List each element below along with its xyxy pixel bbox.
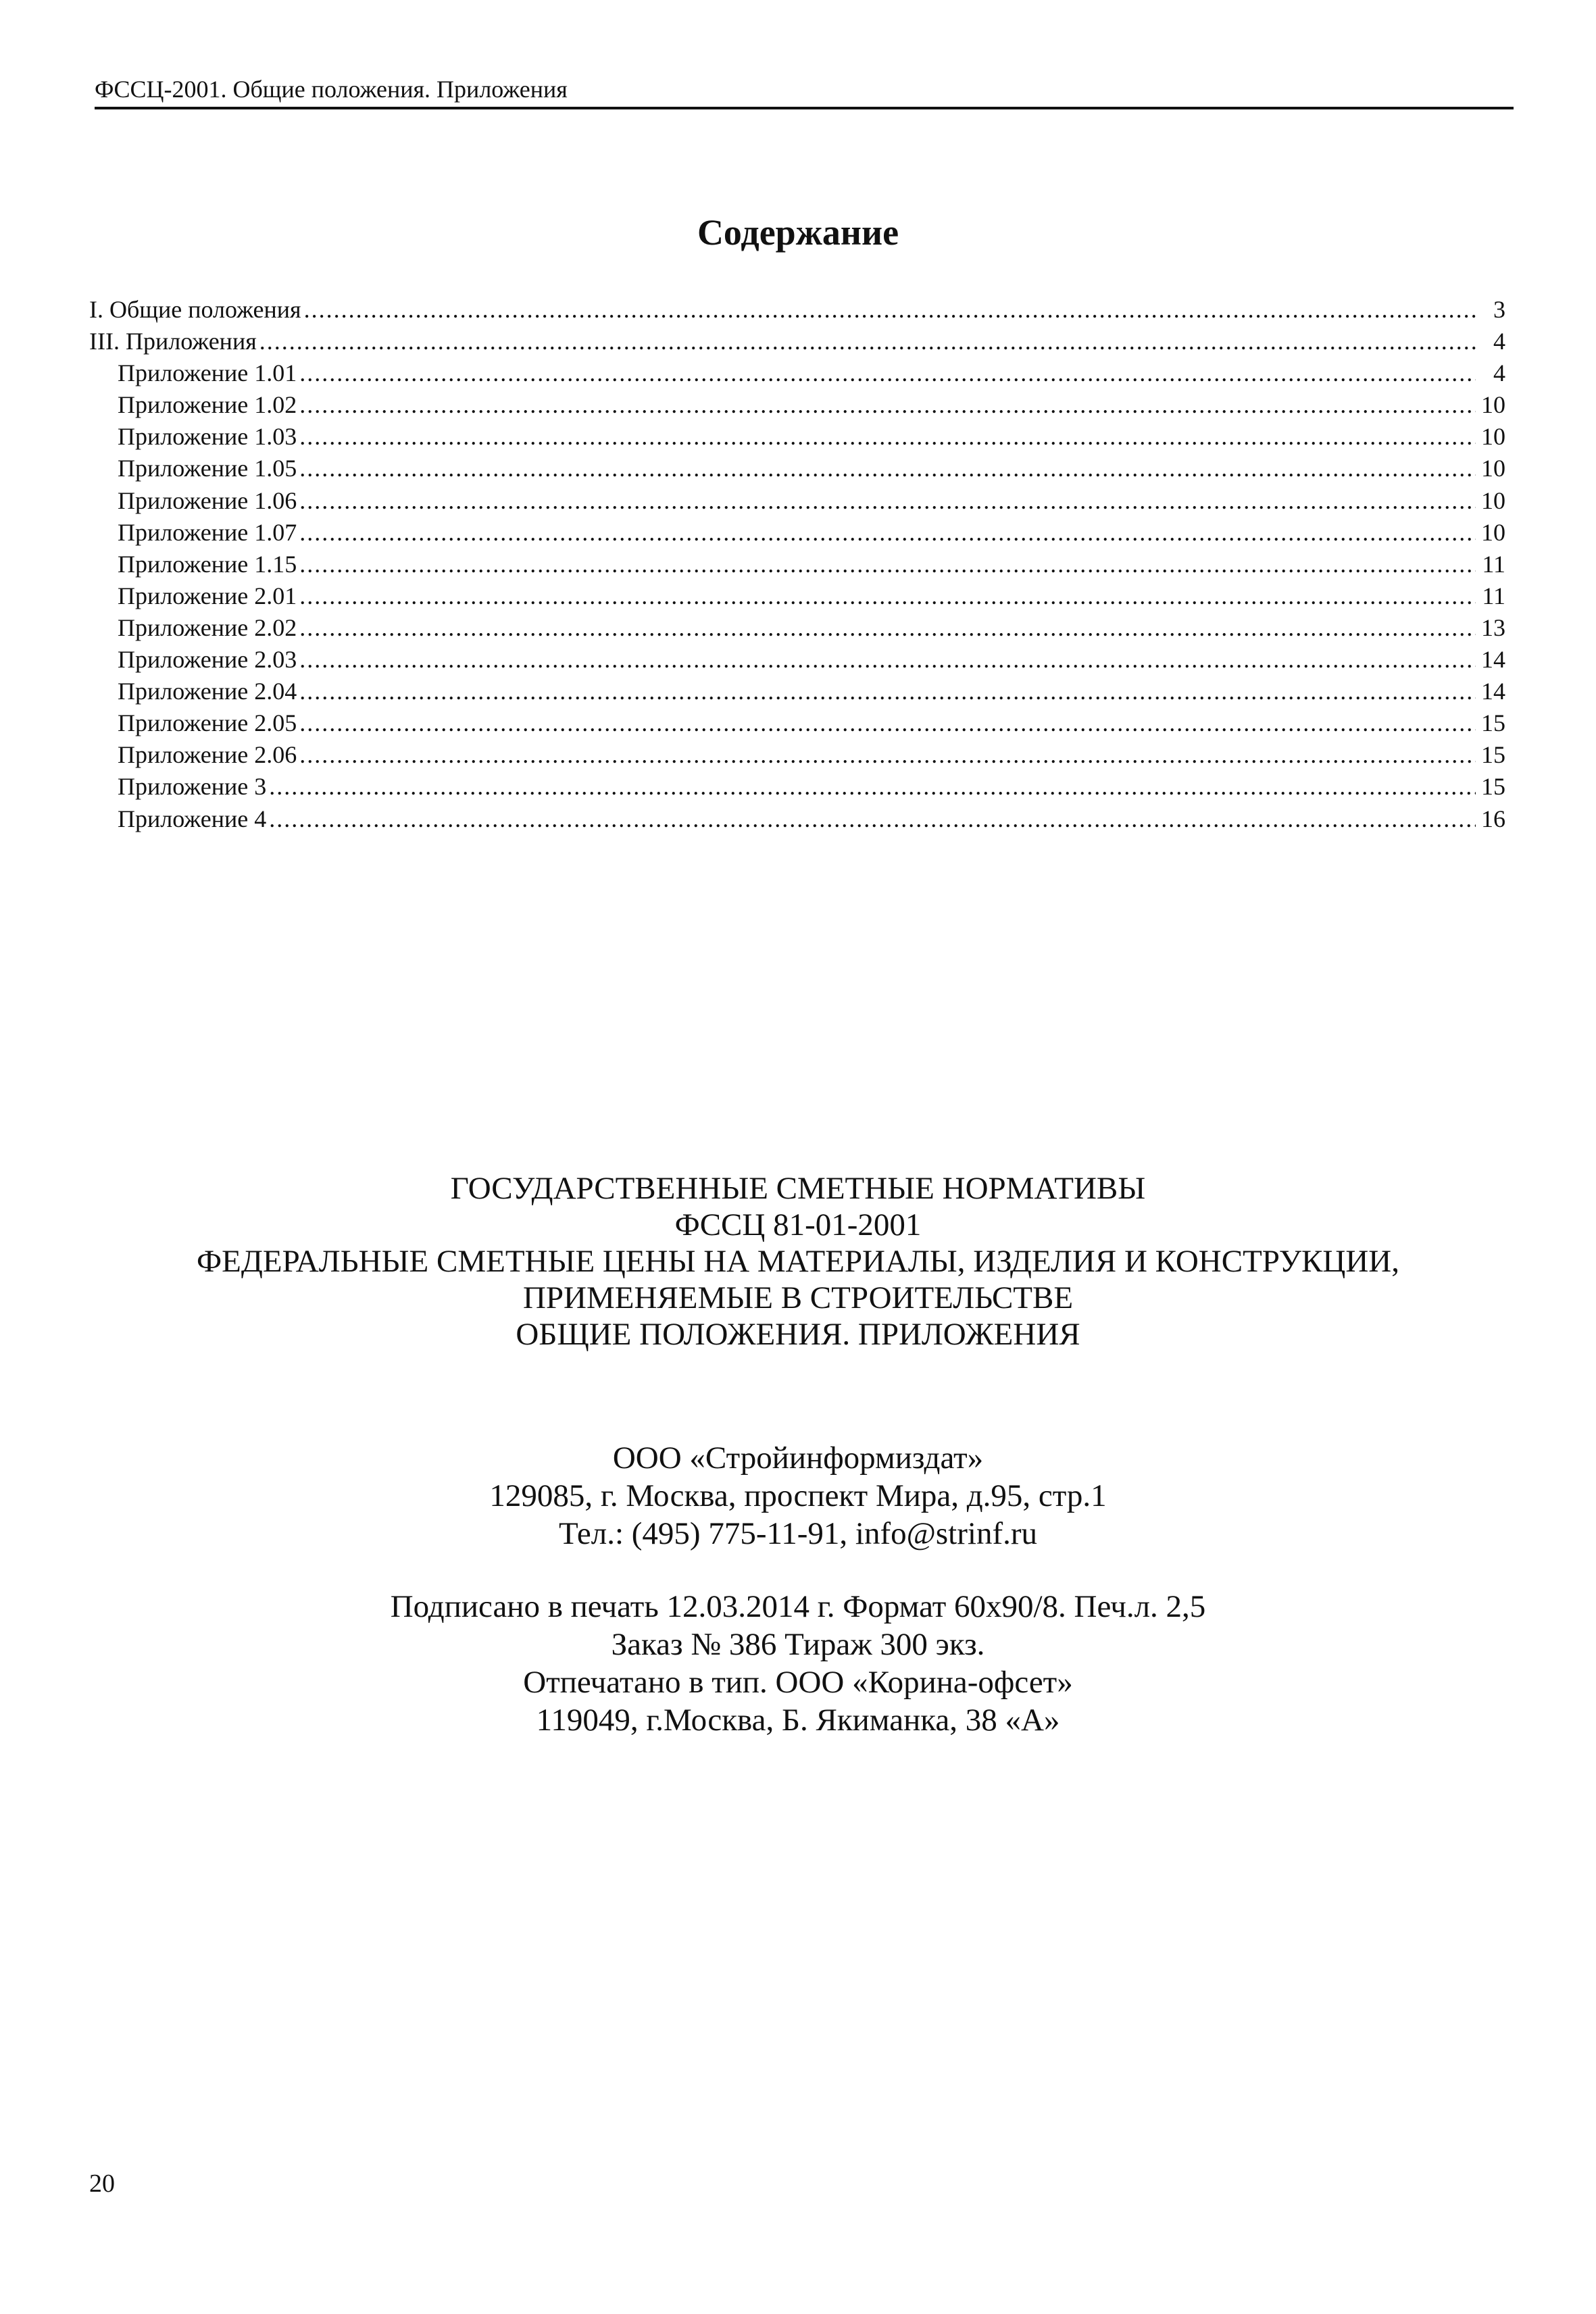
- toc-entry[interactable]: [89, 294, 1505, 326]
- toc-entry-label: I. Общие положения: [89, 296, 301, 323]
- toc-entry-label: Приложение 2.02: [118, 613, 297, 641]
- toc-leader-dots: [259, 326, 1476, 357]
- toc-entry-label: Приложение 1.03: [118, 423, 297, 451]
- print-info-line: 119049, г.Москва, Б. Якиманка, 38 «А»: [536, 1703, 1060, 1738]
- toc-entry[interactable]: [89, 739, 1505, 771]
- toc-entry-page: 10: [1481, 391, 1505, 419]
- print-info-line: Отпечатано в тип. ООО «Корина-офсет»: [523, 1665, 1073, 1700]
- toc-leader-dots: [299, 485, 1476, 517]
- imprint-title-line: ГОСУДАРСТВЕННЫЕ СМЕТНЫЕ НОРМАТИВЫ: [450, 1171, 1146, 1206]
- publisher-line: 129085, г. Москва, проспект Мира, д.95, стр.1: [489, 1478, 1107, 1513]
- toc-entry-page: 10: [1481, 486, 1505, 514]
- toc-entry[interactable]: [89, 517, 1505, 549]
- toc-entry[interactable]: [89, 453, 1505, 484]
- toc-entry[interactable]: [89, 707, 1505, 739]
- toc-leader-dots: [299, 676, 1476, 707]
- table-of-contents: [89, 294, 1505, 835]
- print-info-line: Подписано в печать 12.03.2014 г. Формат 60х90/8. Печ.л. 2,5: [390, 1589, 1206, 1624]
- print-info-line: Заказ № 386 Тираж 300 экз.: [611, 1627, 985, 1662]
- toc-entry-label: Приложение 2.04: [118, 678, 297, 705]
- toc-entry-page: 14: [1481, 646, 1505, 674]
- toc-entry-page: 10: [1481, 423, 1505, 451]
- toc-entry-label: Приложение 1.05: [118, 455, 297, 482]
- toc-entry[interactable]: [89, 612, 1505, 644]
- toc-entry[interactable]: [89, 644, 1505, 676]
- toc-leader-dots: [269, 803, 1476, 835]
- imprint-title-line: ФЕДЕРАЛЬНЫЕ СМЕТНЫЕ ЦЕНЫ НА МАТЕРИАЛЫ, ИЗДЕЛИЯ И КОНСТРУКЦИИ,: [197, 1244, 1399, 1279]
- running-header: ФССЦ-2001. Общие положения. Приложения: [95, 76, 568, 103]
- toc-entry-page: 3: [1493, 296, 1505, 323]
- toc-leader-dots: [299, 517, 1476, 549]
- toc-entry-page: 4: [1493, 328, 1505, 355]
- toc-entry-label: Приложение 2.01: [118, 582, 297, 609]
- toc-entry[interactable]: [89, 389, 1505, 421]
- toc-entry[interactable]: [89, 580, 1505, 612]
- toc-entry[interactable]: [89, 421, 1505, 453]
- toc-entry-label: Приложение 2.06: [118, 741, 297, 769]
- toc-entry-page: 10: [1481, 518, 1505, 546]
- toc-leader-dots: [299, 549, 1476, 580]
- toc-leader-dots: [299, 421, 1476, 453]
- toc-entry[interactable]: [89, 326, 1505, 357]
- imprint-title-block: [0, 1170, 1596, 1353]
- toc-entry-page: 4: [1493, 359, 1505, 387]
- toc-leader-dots: [299, 453, 1476, 484]
- toc-entry[interactable]: [89, 485, 1505, 517]
- toc-leader-dots: [299, 389, 1476, 421]
- toc-entry-label: Приложение 1.15: [118, 550, 297, 578]
- toc-entry[interactable]: [89, 771, 1505, 803]
- toc-entry-label: Приложение 2.03: [118, 646, 297, 674]
- toc-entry[interactable]: [89, 357, 1505, 389]
- toc-title: Содержание: [697, 212, 899, 253]
- toc-entry-label: Приложение 4: [118, 805, 267, 832]
- toc-entry-label: Приложение 1.07: [118, 518, 297, 546]
- toc-entry-page: 10: [1481, 455, 1505, 482]
- imprint-title-line: ОБЩИЕ ПОЛОЖЕНИЯ. ПРИЛОЖЕНИЯ: [516, 1317, 1080, 1352]
- toc-leader-dots: [299, 580, 1476, 612]
- toc-entry-label: Приложение 1.02: [118, 391, 297, 419]
- imprint-title-line: ПРИМЕНЯЕМЫЕ В СТРОИТЕЛЬСТВЕ: [522, 1280, 1074, 1315]
- print-info-block: [0, 1588, 1596, 1739]
- toc-leader-dots: [269, 771, 1476, 803]
- toc-entry-page: 13: [1481, 613, 1505, 641]
- toc-entry-label: Приложение 1.06: [118, 486, 297, 514]
- toc-entry-page: 16: [1481, 805, 1505, 832]
- toc-entry-page: 15: [1481, 709, 1505, 737]
- toc-entry-label: Приложение 2.05: [118, 709, 297, 737]
- toc-entry[interactable]: [89, 676, 1505, 707]
- toc-entry-page: 15: [1481, 773, 1505, 801]
- toc-entry-page: 14: [1481, 678, 1505, 705]
- publisher-block: [0, 1439, 1596, 1553]
- toc-entry-page: 11: [1482, 550, 1505, 578]
- imprint-title-line: ФССЦ 81-01-2001: [674, 1207, 922, 1242]
- toc-leader-dots: [299, 612, 1476, 644]
- toc-leader-dots: [299, 357, 1476, 389]
- publisher-line: Тел.: (495) 775-11-91, info@strinf.ru: [558, 1516, 1037, 1551]
- toc-leader-dots: [304, 294, 1476, 326]
- page-number: 20: [89, 2169, 115, 2198]
- toc-leader-dots: [299, 644, 1476, 676]
- header-rule: [95, 107, 1514, 109]
- toc-entry-label: Приложение 3: [118, 773, 267, 801]
- toc-entry[interactable]: [89, 803, 1505, 835]
- toc-entry-label: Приложение 1.01: [118, 359, 297, 387]
- publisher-line: ООО «Стройинформиздат»: [612, 1440, 984, 1476]
- toc-entry-page: 15: [1481, 741, 1505, 769]
- toc-leader-dots: [299, 739, 1476, 771]
- toc-entry[interactable]: [89, 549, 1505, 580]
- toc-entry-label: III. Приложения: [89, 328, 257, 355]
- toc-entry-page: 11: [1482, 582, 1505, 609]
- toc-leader-dots: [299, 707, 1476, 739]
